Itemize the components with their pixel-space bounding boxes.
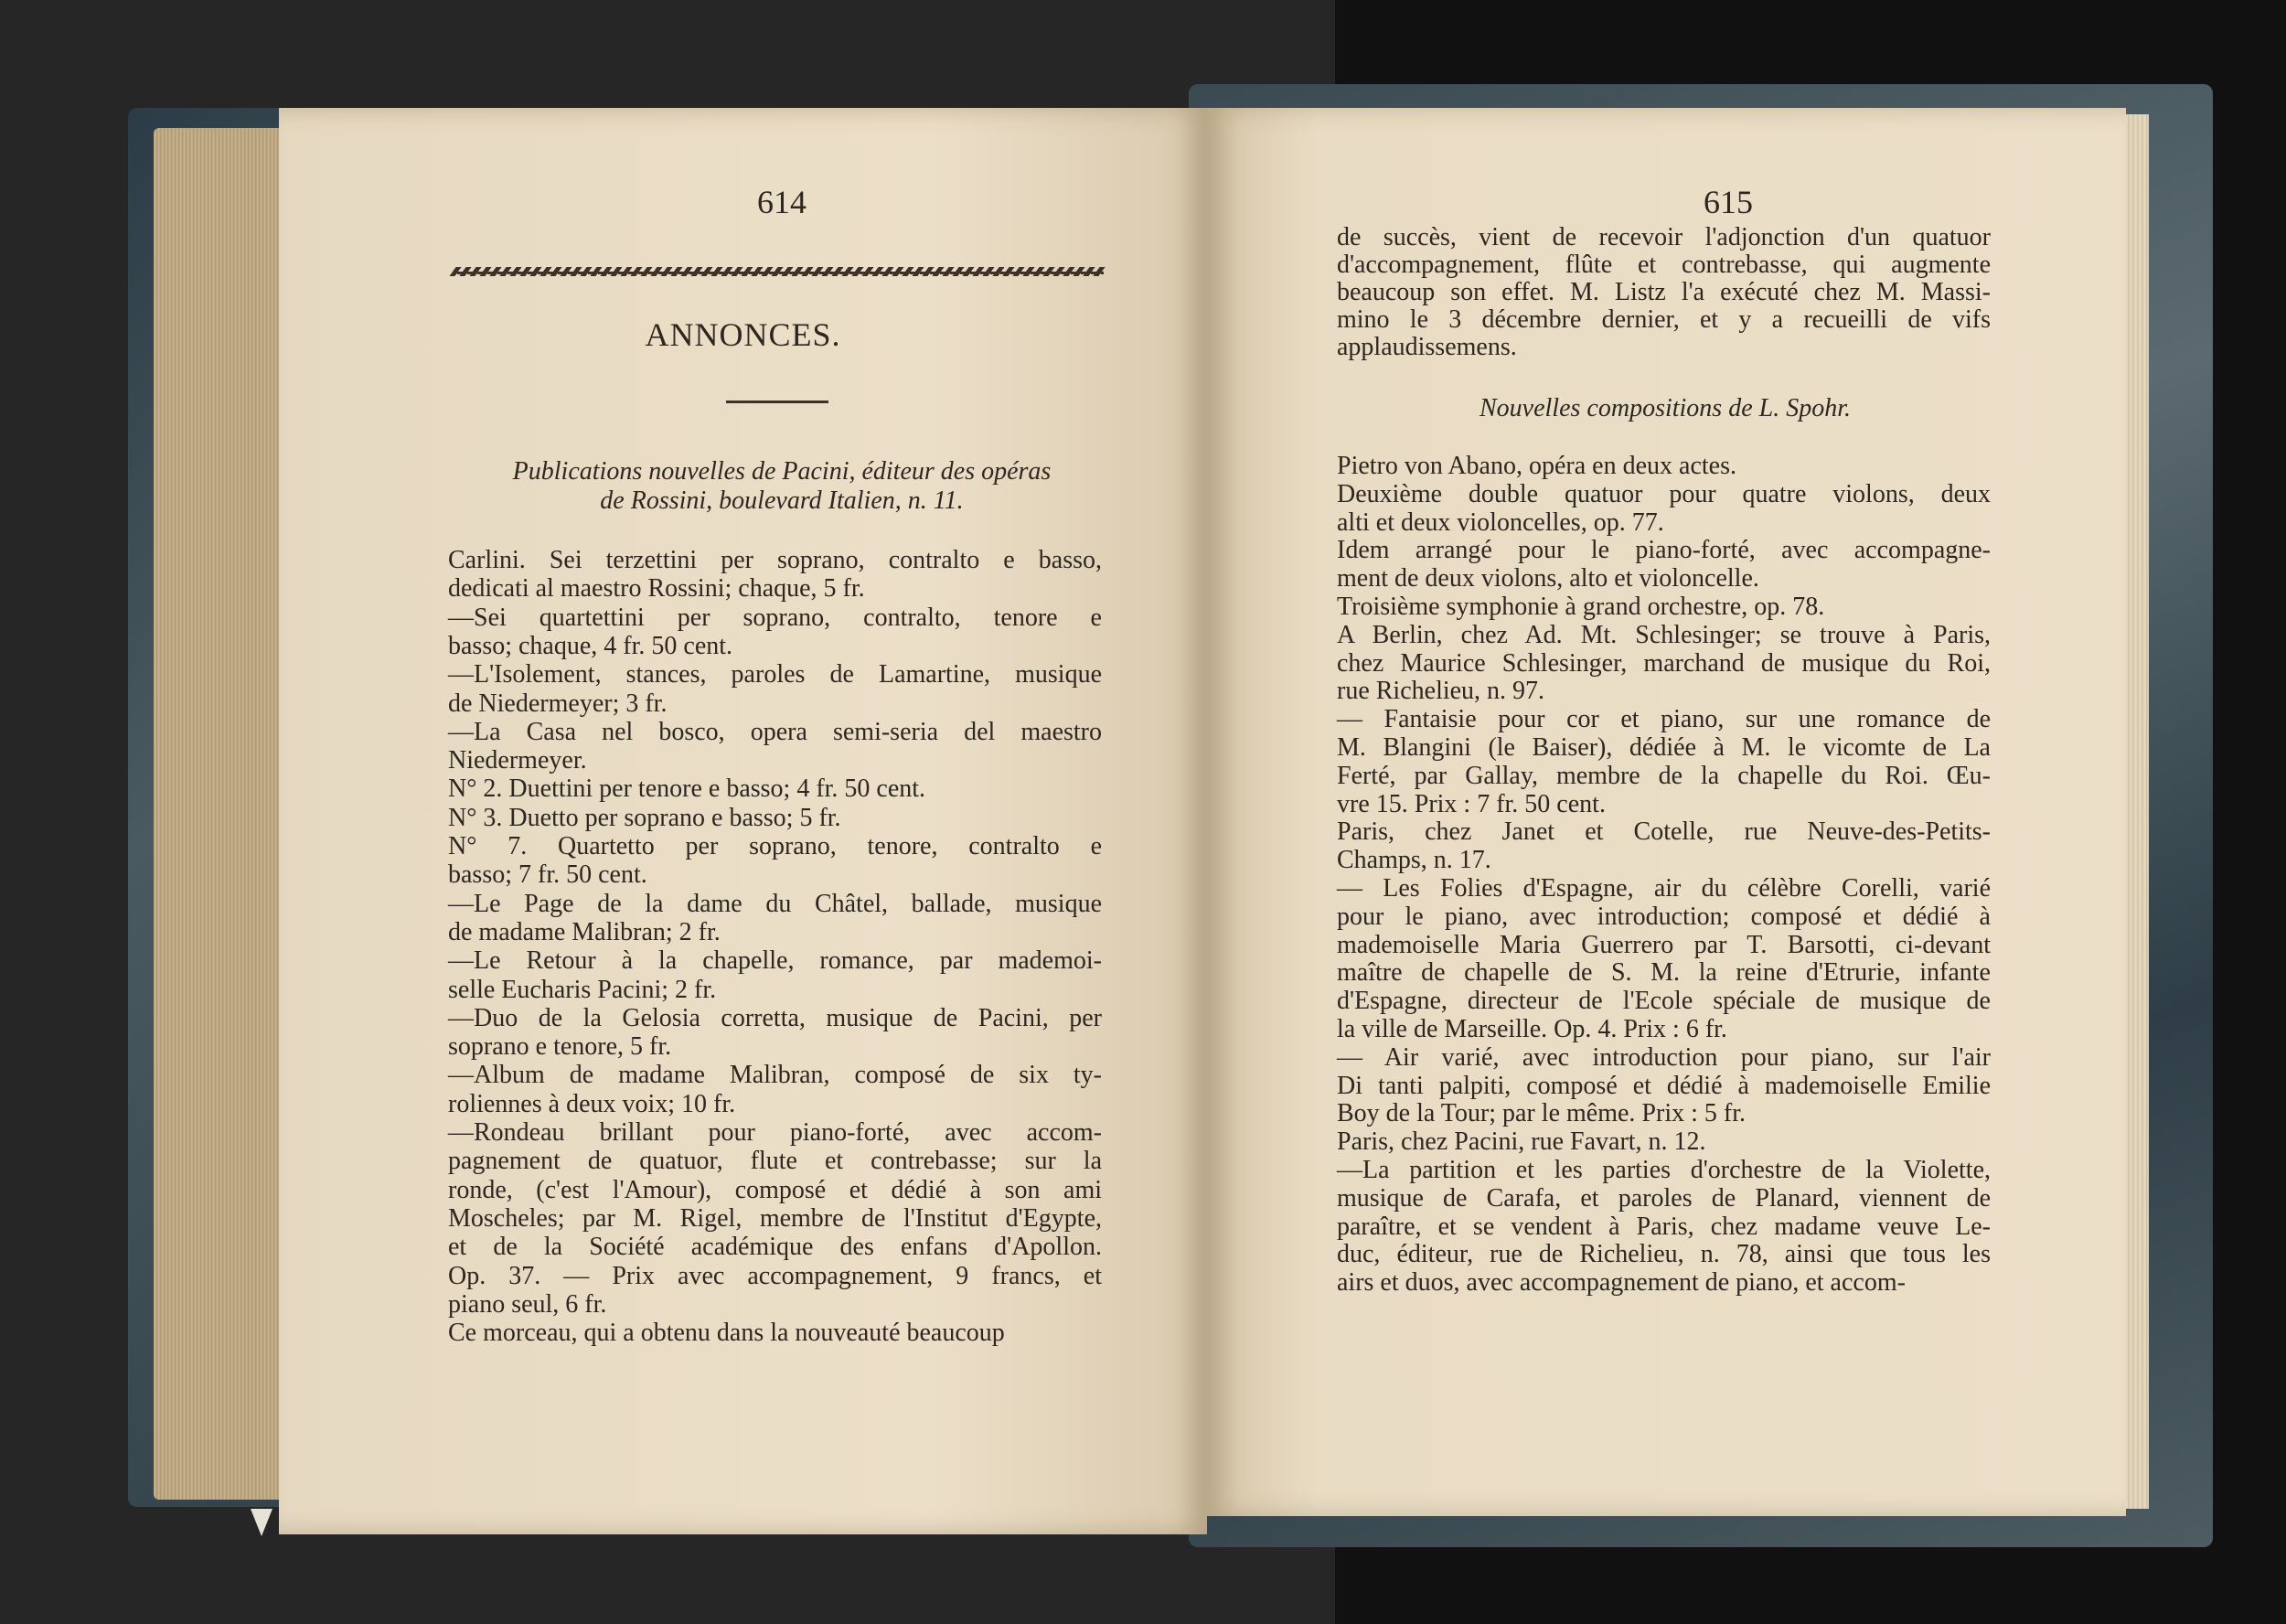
text-line: applaudissemens.: [1337, 333, 1517, 361]
text-line: selle Eucharis Pacini; 2 fr.: [448, 975, 717, 1004]
text-line: alti et deux violoncelles, op. 77.: [1337, 508, 1664, 537]
text-line: —Le Retour à la chapelle, romance, par mademoi-: [448, 946, 1102, 976]
page-edges-left: [154, 128, 291, 1500]
page-corner-marker: [251, 1509, 272, 1536]
text-line: Di tanti palpiti, composé et dédié à mademoiselle Emilie: [1337, 1071, 1991, 1100]
subtitle-line-1: Publications nouvelles de Pacini, éditeur des opéras: [512, 457, 1052, 486]
text-line: Niedermeyer.: [448, 746, 587, 775]
text-line: de succès, vient de recevoir l'adjonction d'un quatuor: [1337, 223, 1991, 251]
text-line: Moscheles; par M. Rigel, membre de l'Institut d'Egypte,: [448, 1203, 1102, 1233]
text-line: Boy de la Tour; par le même. Prix : 5 fr.: [1337, 1099, 1746, 1128]
text-line: roliennes à deux voix; 10 fr.: [448, 1089, 736, 1118]
text-line: M. Blangini (le Baiser), dédiée à M. le vicomte de La: [1337, 733, 1991, 762]
text-line: ment de deux violons, alto et violoncelle.: [1337, 564, 1759, 593]
text-line: Carlini. Sei terzettini per soprano, contralto e basso,: [448, 546, 1102, 574]
text-line: beaucoup son effet. M. Listz l'a exécuté chez M. Massi-: [1337, 278, 1991, 306]
text-line: — Air varié, avec introduction pour piano, sur l'air: [1337, 1042, 1991, 1072]
text-line: — Les Folies d'Espagne, air du célèbre Corelli, varié: [1337, 874, 1991, 903]
text-line: ronde, (c'est l'Amour), composé et dédié à son ami: [448, 1175, 1102, 1204]
right-page-number: 615: [1704, 184, 1753, 220]
text-line: —La Casa nel bosco, opera semi-seria del maestro: [448, 717, 1102, 746]
text-line: Champs, n. 17.: [1337, 846, 1491, 875]
text-line: Ferté, par Gallay, membre de la chapelle du Roi. Œu-: [1337, 761, 1991, 790]
text-line: piano seul, 6 fr.: [448, 1289, 607, 1319]
text-line: d'accompagnement, flûte et contrebasse, qui augmente: [1337, 251, 1991, 279]
left-page-number: 614: [757, 184, 807, 220]
text-line: A Berlin, chez Ad. Mt. Schlesinger; se trouve à Paris,: [1337, 620, 1991, 649]
text-line: et de la Société académique des enfans d'Apollon.: [448, 1233, 1102, 1262]
text-line: Paris, chez Pacini, rue Favart, n. 12.: [1337, 1127, 1706, 1157]
text-line: Idem arrangé pour le piano-forté, avec accompagne-: [1337, 536, 1991, 565]
text-line: maître de chapelle de S. M. la reine d'Etrurie, infante: [1337, 958, 1991, 988]
text-line: Paris, chez Janet et Cotelle, rue Neuve-des-Petits-: [1337, 817, 1991, 847]
text-line: N° 2. Duettini per tenore e basso; 4 fr. 50 cent.: [448, 775, 926, 804]
text-line: chez Maurice Schlesinger, marchand de musique du Roi,: [1337, 648, 1991, 678]
text-line: —L'Isolement, stances, paroles de Lamartine, musique: [448, 660, 1102, 689]
text-line: musique de Carafa, et paroles de Planard, viennent de: [1337, 1183, 1991, 1213]
text-line: de madame Malibran; 2 fr.: [448, 917, 721, 946]
text-line: N° 3. Duetto per soprano e basso; 5 fr.: [448, 803, 841, 832]
text-line: airs et duos, avec accompagnement de piano, et accom-: [1337, 1268, 1906, 1298]
text-line: rue Richelieu, n. 97.: [1337, 677, 1545, 706]
text-line: basso; chaque, 4 fr. 50 cent.: [448, 631, 733, 660]
subtitle-line-2: de Rossini, boulevard Italien, n. 11.: [600, 486, 964, 515]
text-line: Troisième symphonie à grand orchestre, op. 78.: [1337, 593, 1825, 621]
text-line: —Sei quartettini per soprano, contralto, tenore e: [448, 603, 1102, 632]
text-line: d'Espagne, directeur de l'Ecole spéciale de musique de: [1337, 987, 1991, 1016]
text-line: paraître, et se vendent à Paris, chez madame veuve Le-: [1337, 1212, 1991, 1241]
text-line: basso; 7 fr. 50 cent.: [448, 860, 647, 890]
text-line: —Album de madame Malibran, composé de six ty-: [448, 1061, 1102, 1090]
text-line: de Niedermeyer; 3 fr.: [448, 689, 668, 718]
text-line: dedicati al maestro Rossini; chaque, 5 fr.: [448, 574, 865, 604]
text-line: N° 7. Quartetto per soprano, tenore, contralto e: [448, 832, 1102, 860]
text-line: mino le 3 décembre dernier, et y a recueilli de vifs: [1337, 305, 1991, 334]
text-line: vre 15. Prix : 7 fr. 50 cent.: [1337, 789, 1606, 818]
text-line: Ce morceau, qui a obtenu dans la nouveauté beaucoup: [448, 1319, 1005, 1348]
ornamental-rule-base: [453, 272, 1104, 274]
text-line: —Le Page de la dame du Châtel, ballade, musique: [448, 889, 1102, 918]
heading-rule: [726, 401, 828, 403]
subheading-spohr: Nouvelles compositions de L. Spohr.: [1479, 394, 1851, 422]
text-line: mademoiselle Maria Guerrero par T. Barsotti, ci-devant: [1337, 930, 1991, 959]
text-line: duc, éditeur, rue de Richelieu, n. 78, ainsi que tous les: [1337, 1240, 1991, 1269]
text-line: Deuxième double quatuor pour quatre violons, deux: [1337, 479, 1991, 508]
text-line: — Fantaisie pour cor et piano, sur une romance de: [1337, 705, 1991, 734]
text-line: —La partition et les parties d'orchestre de la Violette,: [1337, 1156, 1991, 1184]
text-line: Pietro von Abano, opéra en deux actes.: [1337, 452, 1736, 480]
text-line: la ville de Marseille. Op. 4. Prix : 6 fr.: [1337, 1015, 1727, 1043]
text-line: —Rondeau brillant pour piano-forté, avec accom-: [448, 1118, 1102, 1147]
text-line: —Duo de la Gelosia corretta, musique de Pacini, per: [448, 1003, 1102, 1032]
text-line: Op. 37. — Prix avec accompagnement, 9 francs, et: [448, 1261, 1102, 1290]
text-line: pour le piano, avec introduction; composé et dédié à: [1337, 902, 1991, 931]
heading-annonces: ANNONCES.: [645, 316, 841, 353]
text-line: soprano e tenore, 5 fr.: [448, 1032, 672, 1062]
text-line: pagnement de quatuor, flute et contrebasse; sur la: [448, 1147, 1102, 1176]
